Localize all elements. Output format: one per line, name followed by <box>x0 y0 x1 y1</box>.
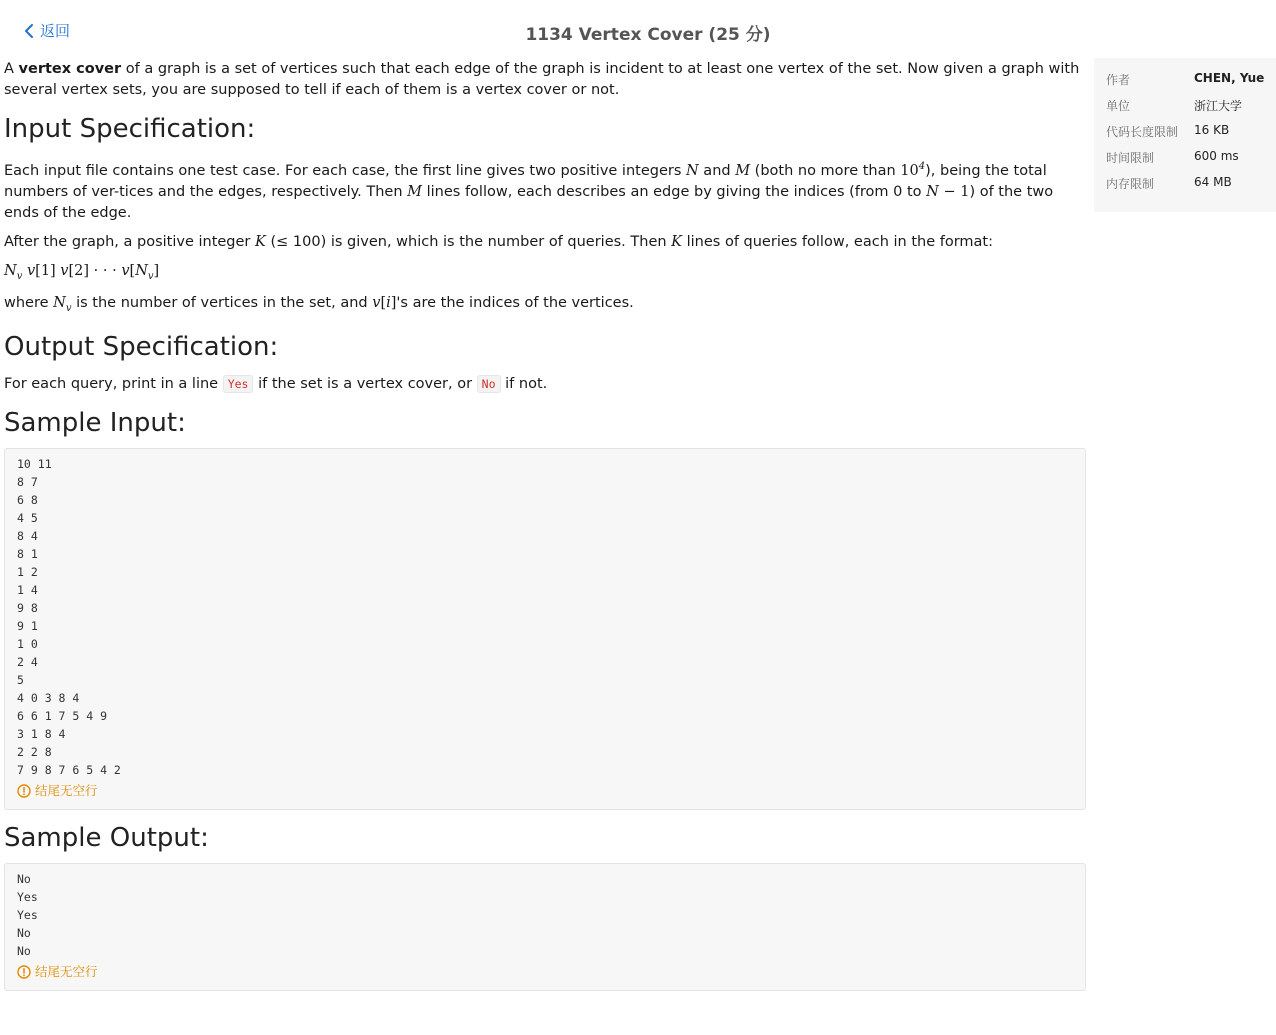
code-line: 6 6 1 7 5 4 9 <box>17 708 108 723</box>
problem-statement <box>4 58 1082 991</box>
info-value: 浙江大学 <box>1194 99 1243 113</box>
info-key: 内存限制 <box>1106 177 1155 191</box>
sample-output-lines <box>17 870 1073 960</box>
code-line: 1 0 <box>17 636 38 651</box>
yes-code: Yes <box>223 375 254 393</box>
code-line: 2 2 8 <box>17 744 52 759</box>
info-key: 时间限制 <box>1106 151 1155 165</box>
sample-output-block[interactable] <box>4 863 1086 991</box>
output-paragraph: For each query, print in a line Yes if the set is a vertex cover, or No if not. <box>4 375 548 392</box>
code-line: Yes <box>17 907 38 922</box>
info-value: 64 MB <box>1194 175 1232 189</box>
code-line: 8 7 <box>17 474 38 489</box>
code-line: 8 1 <box>17 546 38 561</box>
sample-output-heading: Sample Output: <box>4 822 209 853</box>
code-line: 8 4 <box>17 528 38 543</box>
info-value: 16 KB <box>1194 123 1230 137</box>
query-format-formula: $N_v$ v[1] v[2] · · · $v[N_v]$ <box>4 262 160 282</box>
code-line: 1 4 <box>17 582 38 597</box>
code-line: 10 11 <box>17 456 52 471</box>
code-line: No <box>17 925 31 940</box>
info-key: 代码长度限制 <box>1106 125 1179 139</box>
code-line: 3 1 8 4 <box>17 726 66 741</box>
code-line: 4 0 3 8 4 <box>17 690 80 705</box>
code-line: 9 8 <box>17 600 38 615</box>
problem-info-panel <box>1094 58 1276 212</box>
sample-input-block[interactable] <box>4 448 1086 810</box>
page-title: 1134 Vertex Cover (25 分) <box>525 25 771 45</box>
input-paragraph-2: After the graph, a positive integer K (≤ 100) is given, which is the number of queries. Then K lines of queries follow, each in the format: <box>4 233 993 250</box>
no-trailing-newline-note: 结尾无空行 <box>17 962 1073 982</box>
code-line: No <box>17 871 31 886</box>
term-vertex-cover: vertex cover <box>18 61 122 77</box>
code-line: 9 1 <box>17 618 38 633</box>
code-line: 4 5 <box>17 510 38 525</box>
output-spec-heading: Output Specification: <box>4 331 279 362</box>
code-line: 2 4 <box>17 654 38 669</box>
top-bar <box>0 0 1276 62</box>
info-value: 600 ms <box>1194 149 1239 163</box>
back-label: 返回 <box>40 22 71 40</box>
intro-paragraph: A vertex cover of a graph is a set of vertices such that each edge of the graph is incident to at least one vertex of the set. Now given a graph with several vertex sets, you are supposed to tell if each of them is a vertex cover or not. <box>4 61 1080 98</box>
code-line: Yes <box>17 889 38 904</box>
no-trailing-newline-note: 结尾无空行 <box>17 781 1073 801</box>
no-code: No <box>477 375 501 393</box>
input-paragraph-3: where $N_v$ is the number of vertices in the set, and v[i]'s are the indices of the vertices. <box>4 294 634 314</box>
code-line: No <box>17 943 31 958</box>
info-key: 作者 <box>1106 73 1131 87</box>
info-key: 单位 <box>1106 99 1131 113</box>
input-paragraph-1: Each input file contains one test case. For each case, the first line gives two positive integers N and M (both no more than $10^4$), being the total numbers of ver-tices and the edges, respectively. Then M lines follow, each describes an edge by giving the indices (from 0 to N − 1) of the two ends of the edge. <box>4 161 1054 221</box>
code-line: 6 8 <box>17 492 38 507</box>
code-line: 1 2 <box>17 564 38 579</box>
sample-input-heading: Sample Input: <box>4 407 186 438</box>
info-value: CHEN, Yue <box>1194 71 1265 85</box>
code-line: 5 <box>17 672 24 687</box>
warning-circle-icon <box>17 784 31 798</box>
input-spec-heading: Input Specification: <box>4 114 256 144</box>
warning-circle-icon <box>17 965 31 979</box>
sample-input-lines <box>17 455 1073 779</box>
code-line: 7 9 8 7 6 5 4 2 <box>17 762 121 777</box>
